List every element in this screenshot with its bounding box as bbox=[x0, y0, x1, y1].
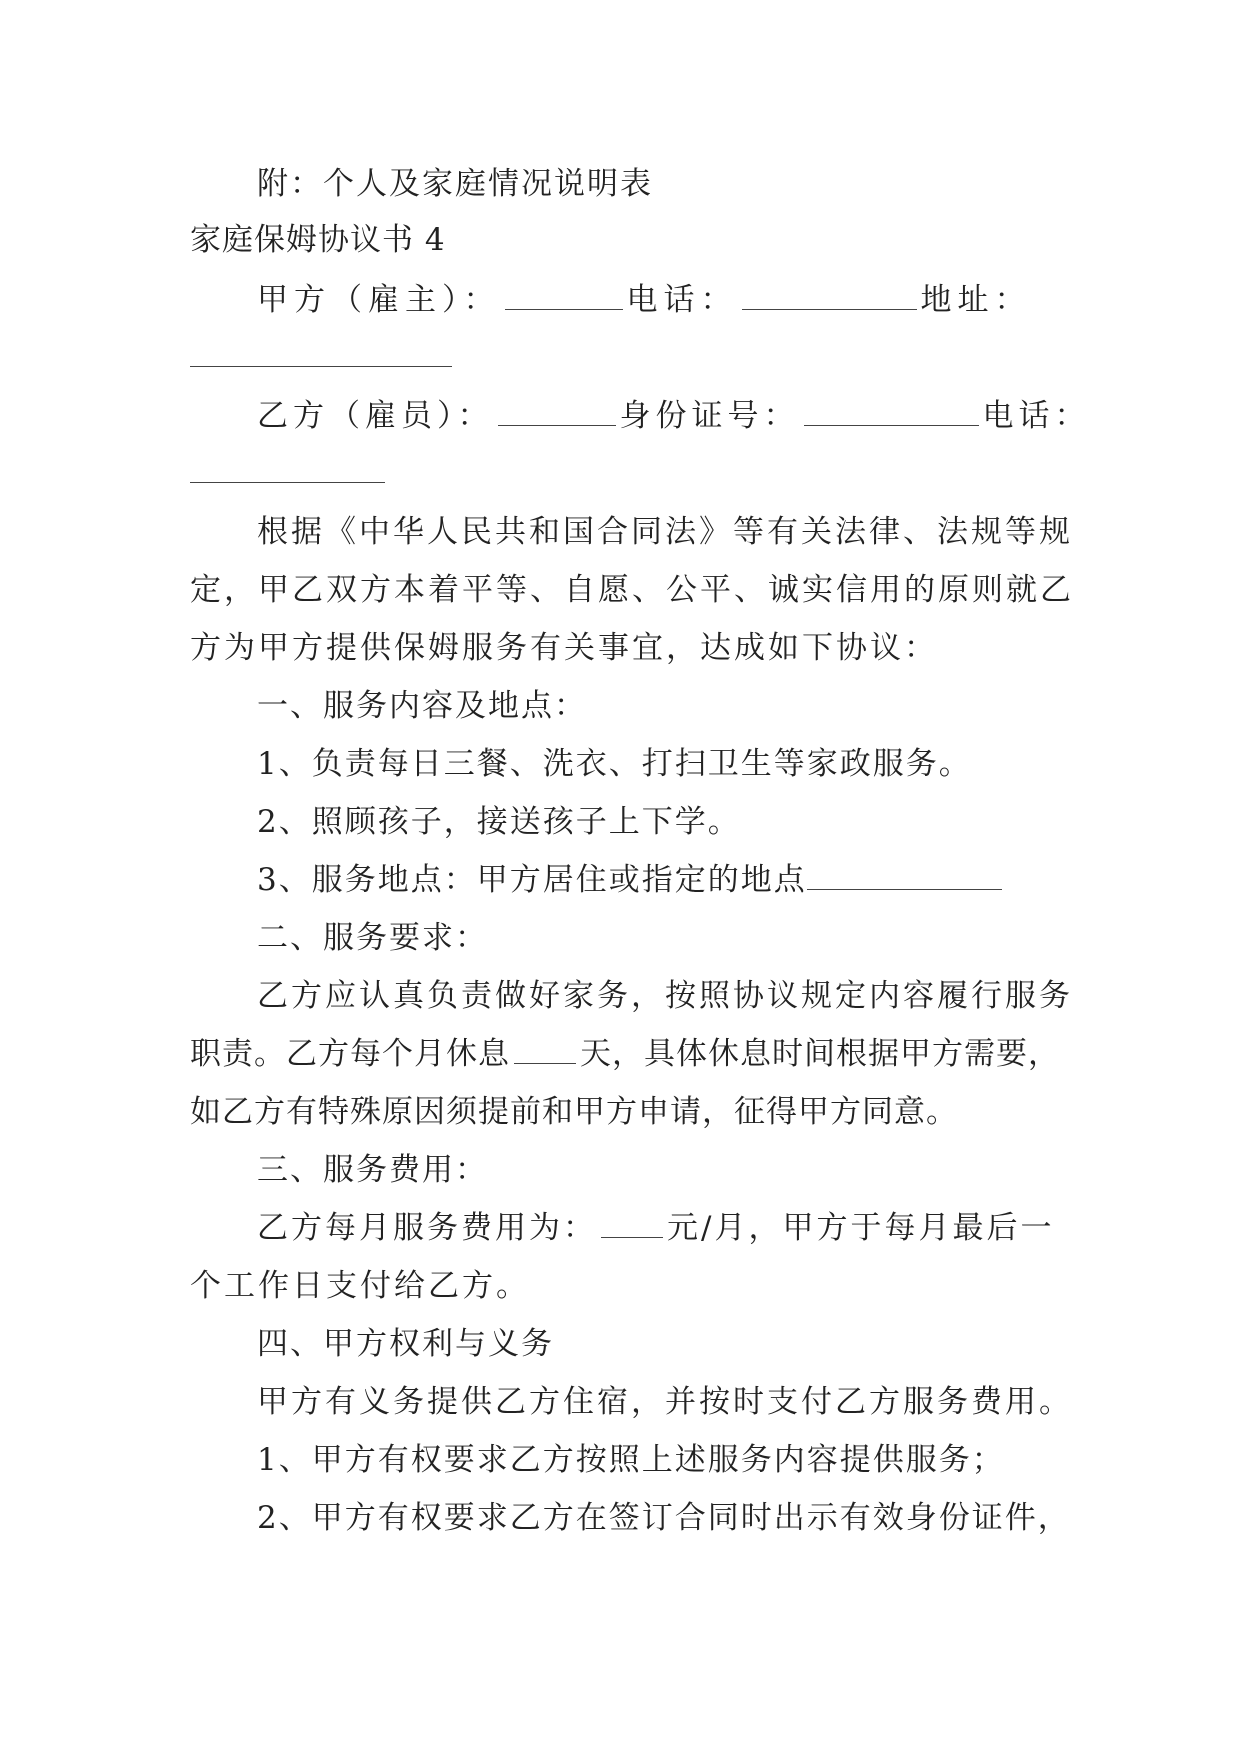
rest-days-text: 天，具体休息时间根据甲方需要， bbox=[580, 1036, 1060, 1072]
party-b-line bbox=[257, 396, 1091, 436]
paragraph-line: 定，甲乙双方本着平等、自愿、公平、诚实信用的原则就乙 bbox=[190, 572, 1074, 608]
party-a-phone-blank bbox=[742, 281, 917, 310]
party-a-address-blank bbox=[190, 366, 452, 367]
agreement-title: 家庭保姆协议书 4 bbox=[190, 222, 446, 258]
party-a-name-blank bbox=[505, 281, 623, 310]
rest-days-blank bbox=[514, 1035, 576, 1064]
service-fee-blank bbox=[601, 1209, 663, 1238]
paragraph-line: 乙方应认真负责做好家务，按照协议规定内容履行服务 bbox=[257, 978, 1073, 1014]
service-location-blank bbox=[807, 861, 1002, 890]
paragraph-line: 个工作日支付给乙方。 bbox=[190, 1268, 530, 1304]
party-b-label: 乙方（雇员）： bbox=[257, 398, 494, 434]
service-fee-text: 元/月，甲方于每月最后一 bbox=[667, 1210, 1055, 1246]
paragraph-line: 如乙方有特殊原因须提前和甲方申请，征得甲方同意。 bbox=[190, 1094, 958, 1130]
party-b-id-blank bbox=[804, 397, 979, 426]
list-item: 1、负责每日三餐、洗衣、打扫卫生等家政服务。 bbox=[257, 746, 972, 782]
paragraph-line: 方为甲方提供保姆服务有关事宜，达成如下协议： bbox=[190, 630, 938, 666]
service-fee-label: 乙方每月服务费用为： bbox=[257, 1210, 597, 1246]
list-item: 1、甲方有权要求乙方按照上述服务内容提供服务； bbox=[257, 1442, 1005, 1478]
party-a-label: 甲方（雇主）： bbox=[257, 282, 501, 318]
paragraph-line: 甲方有义务提供乙方住宿，并按时支付乙方服务费用。 bbox=[257, 1384, 1073, 1420]
attachment-note: 附：个人及家庭情况说明表 bbox=[257, 166, 653, 202]
section-heading: 一、服务内容及地点： bbox=[257, 688, 587, 724]
section-heading: 四、甲方权利与义务 bbox=[257, 1326, 554, 1362]
service-location-label: 3、服务地点：甲方居住或指定的地点 bbox=[257, 862, 807, 898]
party-b-phone-label: 电话： bbox=[982, 398, 1091, 434]
party-a-line bbox=[257, 280, 1032, 320]
paragraph-line: 根据《中华人民共和国合同法》等有关法律、法规等规 bbox=[257, 514, 1073, 550]
party-b-id-label: 身份证号： bbox=[619, 398, 800, 434]
section-heading: 三、服务费用： bbox=[257, 1152, 488, 1188]
paragraph-line bbox=[257, 1208, 1054, 1248]
list-item: 2、甲方有权要求乙方在签订合同时出示有效身份证件， bbox=[257, 1500, 1071, 1536]
rest-days-label: 职责。乙方每个月休息 bbox=[190, 1036, 510, 1072]
party-a-phone-label: 电话： bbox=[626, 282, 738, 318]
party-b-phone-blank bbox=[190, 482, 385, 483]
section-heading: 二、服务要求： bbox=[257, 920, 488, 956]
paragraph-line bbox=[190, 1034, 1060, 1074]
party-a-address-label: 地址： bbox=[920, 282, 1032, 318]
list-item: 2、照顾孩子，接送孩子上下学。 bbox=[257, 804, 741, 840]
list-item bbox=[257, 860, 1006, 900]
party-b-name-blank bbox=[498, 397, 616, 426]
